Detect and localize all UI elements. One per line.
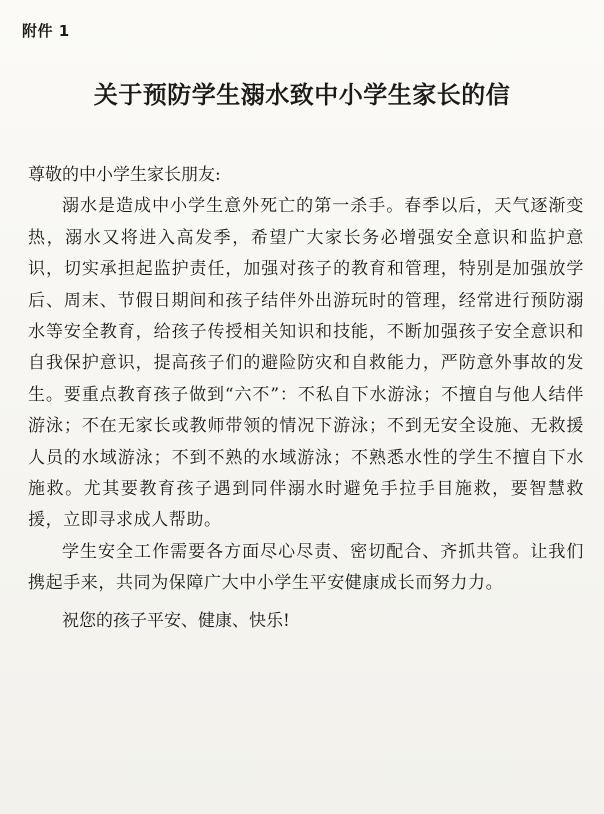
annex-label: 附件 1 (22, 22, 70, 40)
paragraph-warning: 溺水是造成中小学生意外死亡的第一杀手。春季以后，天气逐渐变热，溺水又将进入高发季，希望广大家长务必增强安全意识和监护意识，切实承担起监护责任，加强对孩子的教育和管理，特别是加强放学后、周末、节假日期间和孩子结伴外出游玩时的管理，经常进行预防溺水等安全教育，给孩子传授相关知识和技能，不断加强孩子安全意识和自我保护意识，提高孩子们的避险防灾和自救能力，严防意外事故的发生。要重点教育孩子做到“六不”：不私自下水游泳；不擅自与他人结伴游泳；不在无家长或教师带领的情况下游泳；不到无安全设施、无救援人员的水域游泳；不到不熟的水域游泳；不熟悉水性的学生不擅自下水施救。尤其要教育孩子遇到同伴溺水时避免手拉手目施救，要智慧救援，立即寻求成人帮助。 (28, 196, 584, 531)
paragraph-cooperation: 学生安全工作需要各方面尽心尽责、密切配合、齐抓共管。让我们携起手来，共同为保障广大中小学生平安健康成长而努力力。 (28, 541, 584, 594)
letter-body (28, 160, 584, 637)
closing-wish: 祝您的孩子平安、健康、快乐! (62, 610, 290, 631)
salutation: 尊敬的中小学生家长朋友: (28, 165, 221, 185)
letter-title: 关于预防学生溺水致中小学生家长的信 (93, 80, 511, 109)
